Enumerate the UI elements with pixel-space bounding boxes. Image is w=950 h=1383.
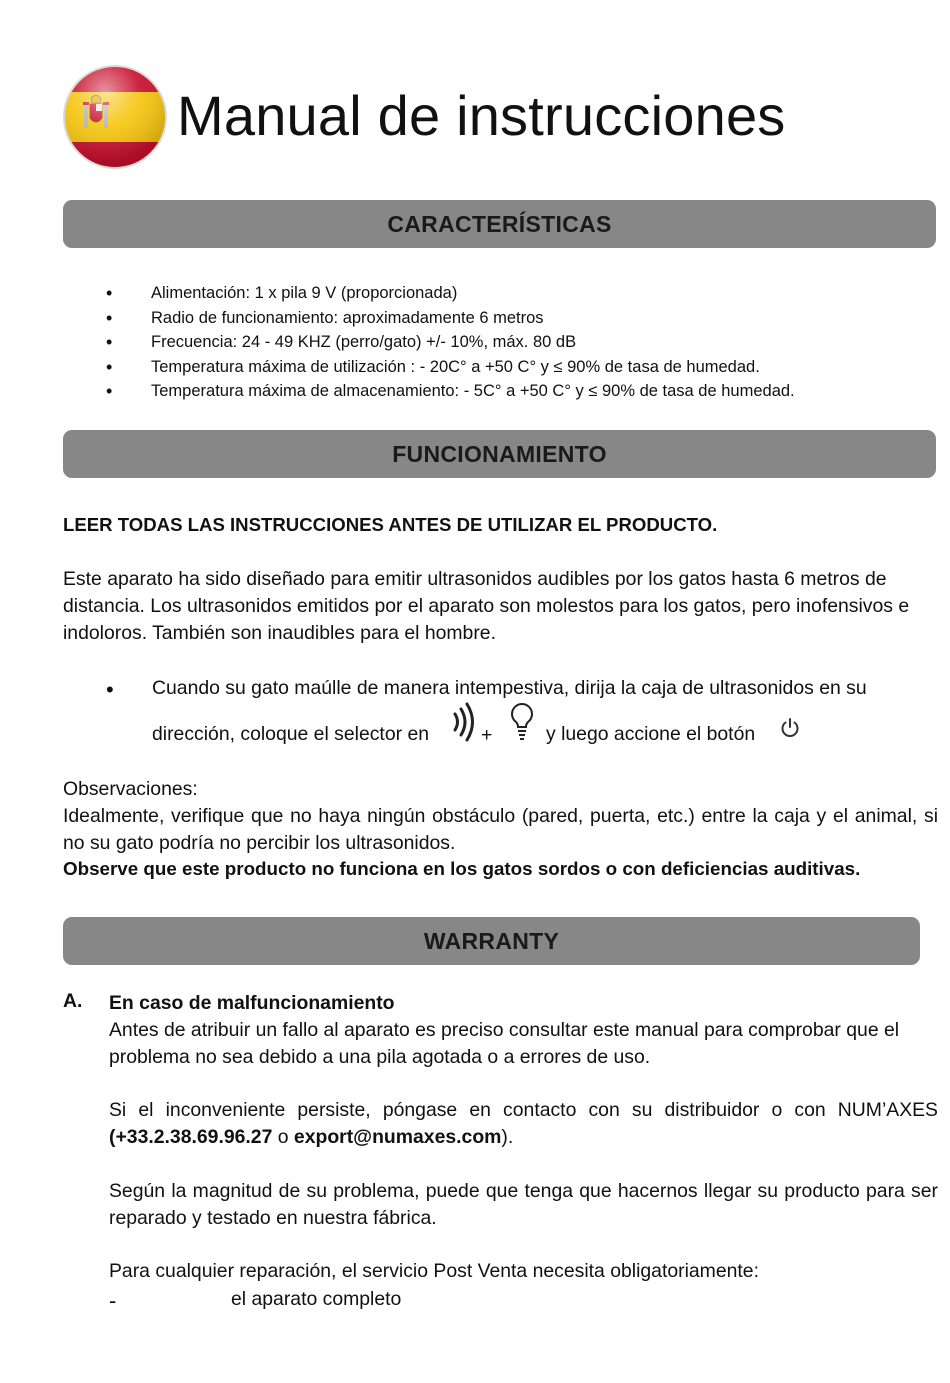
- paren-open: (: [109, 1125, 116, 1148]
- list-item: • Temperatura máxima de almacenamiento: - 5C° a +50 C° y ≤ 90% de tasa de humedad.: [0, 379, 795, 404]
- instruction-text-b: y luego accione el botón: [546, 723, 756, 745]
- observations-title: Observaciones:: [63, 778, 198, 800]
- warranty-heading: En caso de malfuncionamiento: [109, 992, 395, 1014]
- list-item: el aparato completo: [231, 1288, 402, 1310]
- list-dash: -: [109, 1288, 117, 1313]
- observations-warning: Observe que este producto no funciona en los gatos sordos o con deficiencias auditivas.: [63, 858, 861, 879]
- section-title: FUNCIONAMIENTO: [392, 440, 607, 467]
- plus-sign: +: [481, 724, 493, 746]
- list-item: • Radio de funcionamiento: aproximadamente 6 metros: [0, 306, 795, 331]
- features-list: [0, 281, 795, 404]
- paren-close: ).: [501, 1125, 514, 1148]
- email-address: export@numaxes.com: [293, 1125, 502, 1148]
- section-title: CARACTERÍSTICAS: [387, 210, 612, 237]
- warranty-paragraph-3: Según la magnitud de su problema, puede que tenga que hacernos llegar su producto para ser reparado y testado en nuestra fábrica.: [109, 1180, 938, 1229]
- contact-text: Si el inconveniente persiste, póngase en contacto con su distribuidor o con NUM’AXES: [109, 1099, 938, 1121]
- light-bulb-icon: [508, 702, 536, 746]
- page-title: Manual de instrucciones: [177, 84, 786, 147]
- section-title: WARRANTY: [423, 927, 560, 954]
- instruction-line-1: Cuando su gato maúlle de manera intempestiva, dirija la caja de ultrasonidos en su: [152, 677, 867, 699]
- list-item: • Temperatura máxima de utilización : - 20C° a +50 C° y ≤ 90% de tasa de humedad.: [0, 355, 795, 380]
- warranty-paragraph-4: Para cualquier reparación, el servicio Post Venta necesita obligatoriamente:: [109, 1260, 759, 1282]
- section-header-features: [63, 200, 936, 248]
- warranty-paragraph-1: Antes de atribuir un fallo al aparato es preciso consultar este manual para comprobar que el problema no sea debido a una pila agotada o a errores de uso.: [109, 1019, 900, 1068]
- power-icon: [779, 717, 801, 739]
- observations-text: Idealmente, verifique que no haya ningún obstáculo (pared, puerta, etc.) entre la caja y el animal, si no su gato podría no percibir los ultrasonidos.: [63, 805, 938, 854]
- section-header-operation: [63, 430, 936, 478]
- list-item: • Alimentación: 1 x pila 9 V (proporcionada): [0, 281, 795, 306]
- intro-paragraph: Este aparato ha sido diseñado para emitir ultrasonidos audibles por los gatos hasta 6 metros de distancia. Los ultrasonidos emitidos por el aparato son molestos para los gatos, pero inofensivos e indoloros. También son inaudibles para el hombre.: [63, 568, 910, 644]
- or-text: o: [272, 1125, 294, 1148]
- instruction-line-2: [152, 723, 429, 746]
- section-header-warranty: [63, 917, 920, 965]
- instruction-text-a: dirección, coloque el selector en: [152, 723, 430, 745]
- warranty-paragraph-2: [109, 1097, 938, 1151]
- list-item: • Frecuencia: 24 - 49 KHZ (perro/gato) +/- 10%, máx. 80 dB: [0, 330, 795, 355]
- phone-number: +33.2.38.69.96.27: [115, 1125, 273, 1148]
- spain-flag-icon: [62, 64, 168, 170]
- warning-text: LEER TODAS LAS INSTRUCCIONES ANTES DE UTILIZAR EL PRODUCTO.: [63, 514, 718, 535]
- section-letter: A.: [63, 990, 83, 1012]
- ultrasound-waves-icon: [452, 702, 478, 742]
